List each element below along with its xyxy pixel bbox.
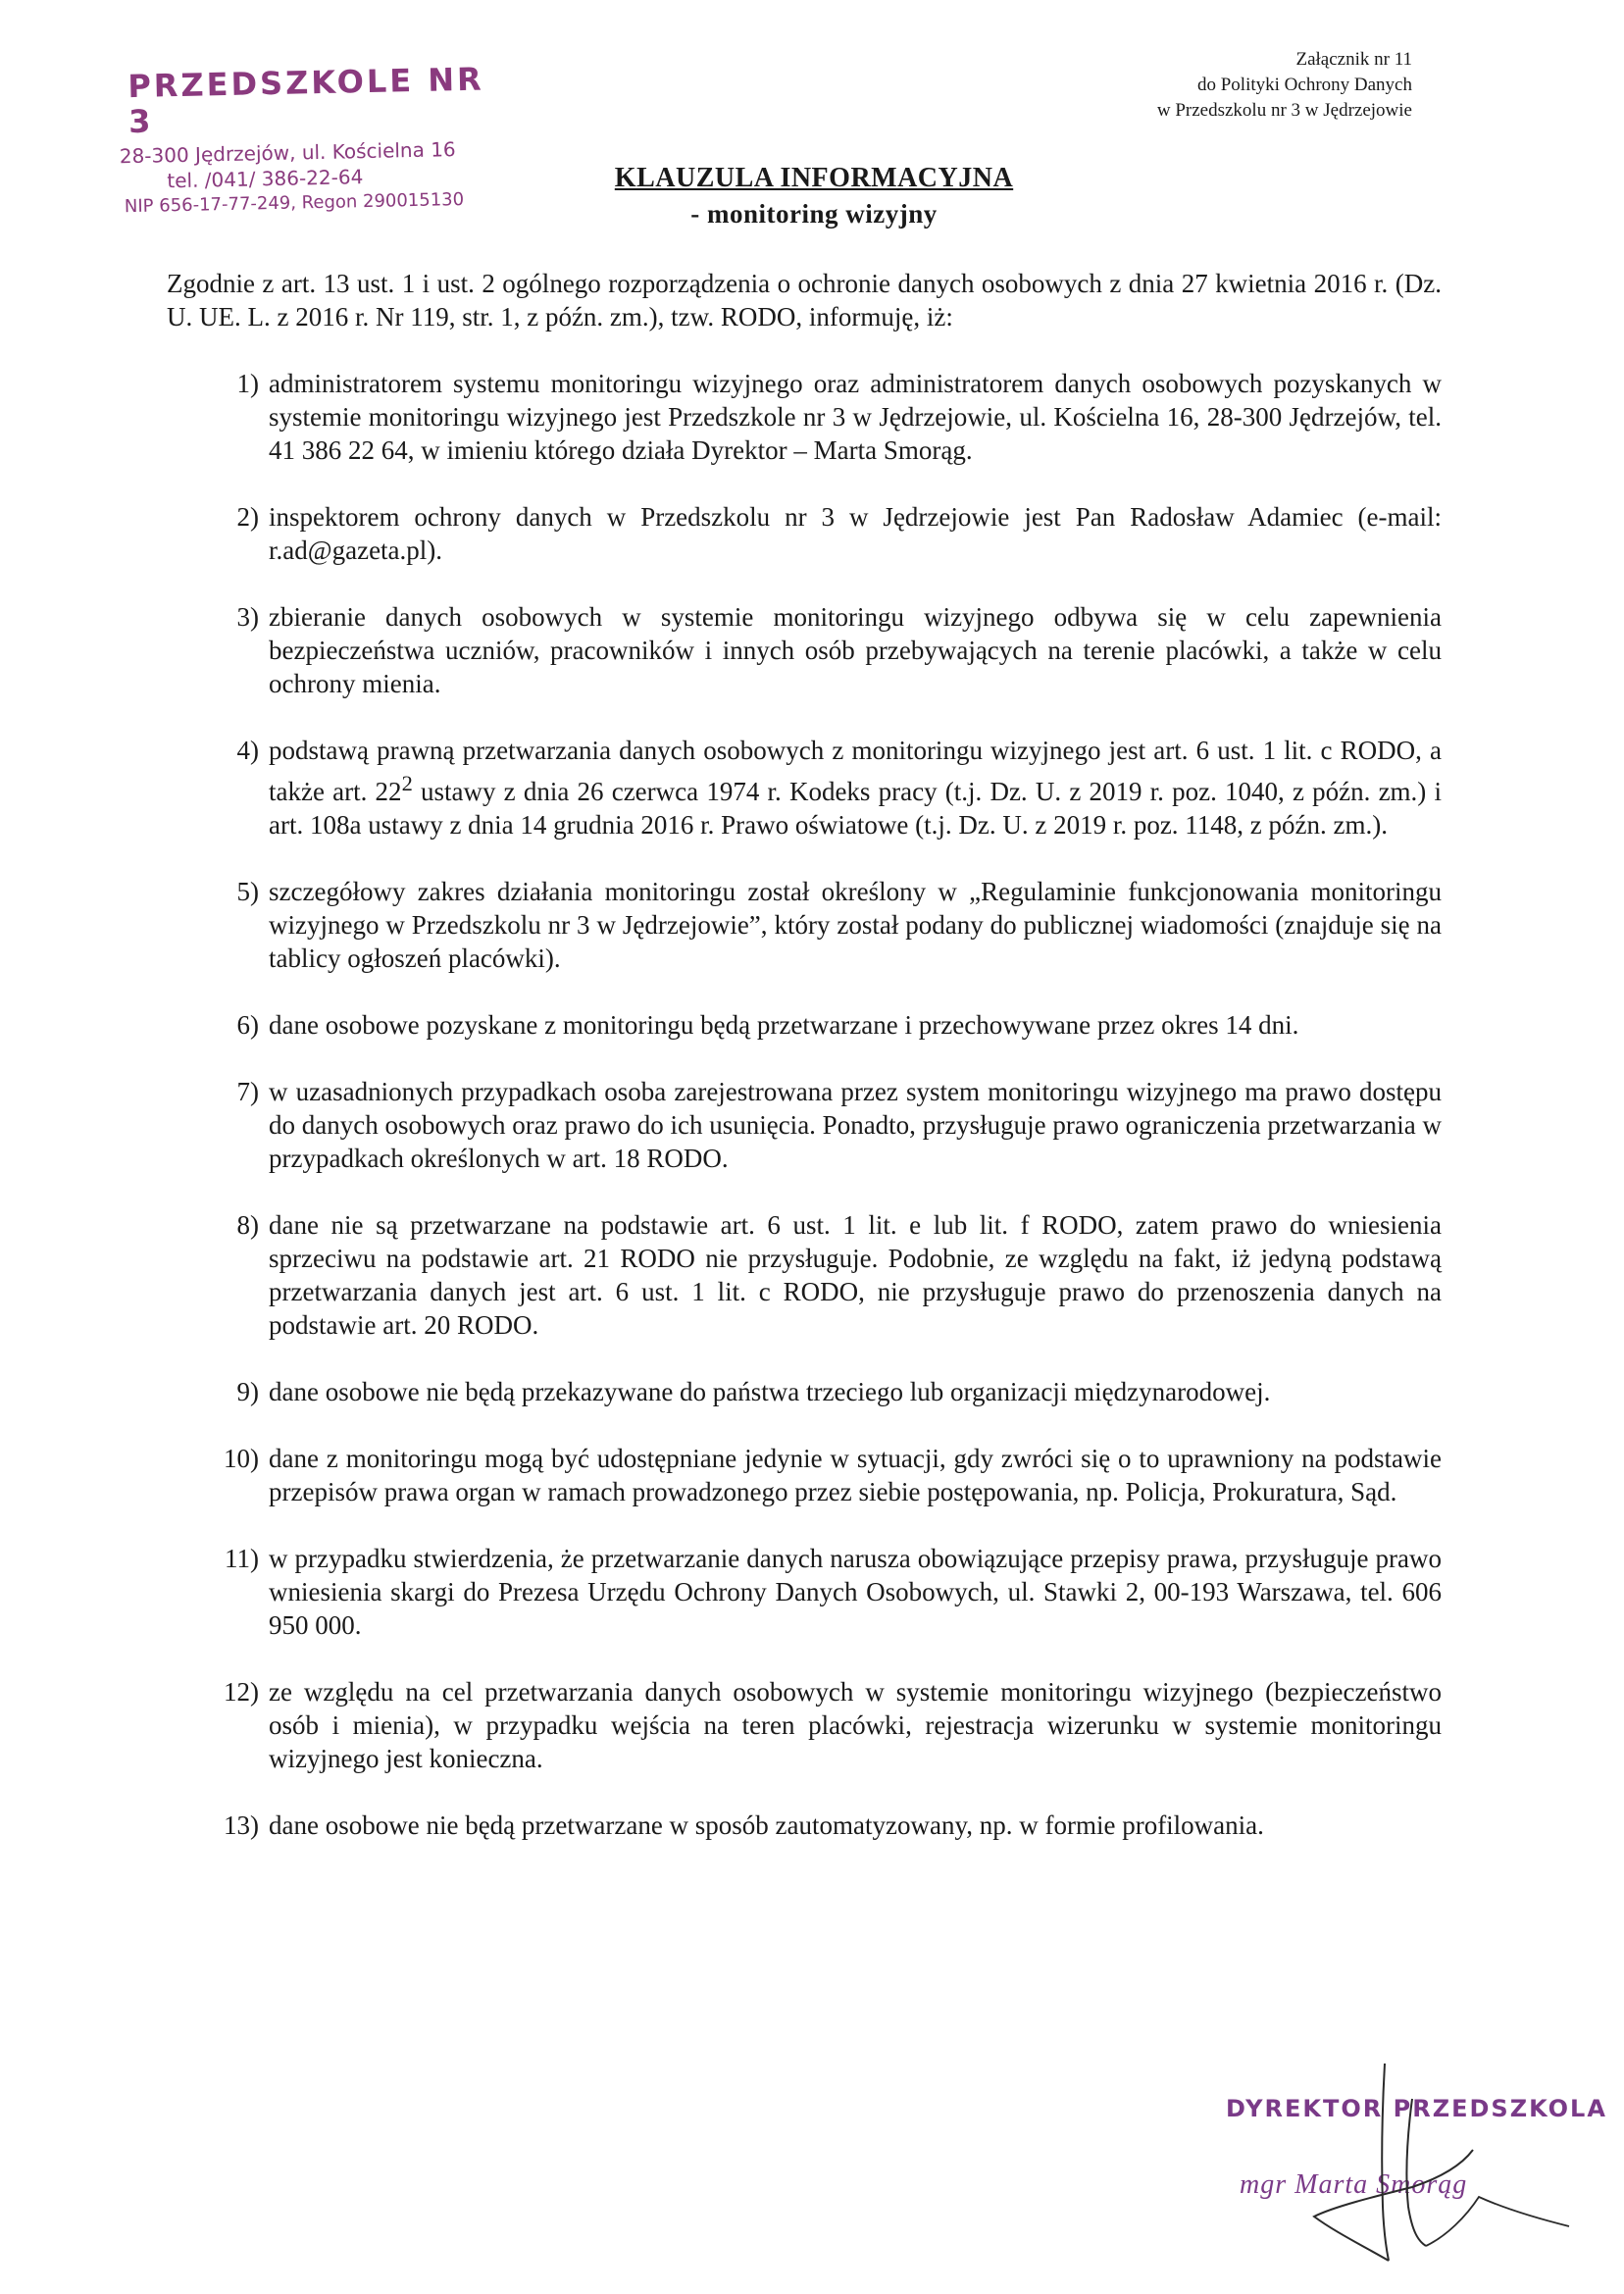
item-number: 7) xyxy=(236,1077,259,1106)
document-title: KLAUZULA INFORMACYJNA xyxy=(614,163,1014,193)
list-item xyxy=(167,734,1442,841)
list-item xyxy=(167,1809,1442,1842)
attachment-line-3: w Przedszkolu nr 3 w Jędrzejowie xyxy=(1156,100,1412,121)
list-item xyxy=(167,1008,1442,1042)
list-item xyxy=(167,1375,1442,1408)
item-number: 11) xyxy=(225,1544,259,1573)
superscript: 2 xyxy=(401,771,413,795)
item-text: dane nie są przetwarzane na podstawie art. 6 ust. 1 lit. e lub lit. f RODO, zatem prawo do wniesienia sprzeciwu na podstawie art. 21 RODO nie przysługuje. Podobnie, ze względu na fakt, iż jedyną podstawą przetwarzania danych jest art. 6 ust. 1 lit. c RODO, nie przysługuje prawo do przenoszenia danych na podstawie art. 20 RODO. xyxy=(269,1210,1442,1340)
list-item xyxy=(167,1442,1442,1508)
item-text: w przypadku stwierdzenia, że przetwarzanie danych narusza obowiązujące przepisy prawa, przysługuje prawo wniesienia skargi do Prezesa Urzędu Ochrony Danych Osobowych, ul. Stawki 2, 00-193 Warszawa, tel. 606 950 000. xyxy=(269,1544,1442,1640)
item-number: 10) xyxy=(224,1444,259,1473)
item-text: administratorem systemu monitoringu wizyjnego oraz administratorem danych osobowych pozyskanych w systemie monitoringu wizyjnego jest Przedszkole nr 3 w Jędrzejowie, ul. Kościelna 16, 28-300 Jędrzejów, tel. 41 386 22 64, w imieniu którego działa Dyrektor – Marta Smorąg. xyxy=(269,369,1442,465)
signature-name: mgr Marta Smorąg xyxy=(1240,2169,1468,2200)
stamp-ids: NIP 656-17-77-249, Regon 290015130 xyxy=(124,188,465,218)
attachment-line-1: Załącznik nr 11 xyxy=(1295,49,1412,70)
item-text xyxy=(269,734,1442,841)
item-text-part: ustawy z dnia 26 czerwca 1974 r. Kodeks pracy (t.j. Dz. U. z 2019 r. poz. 1040, z późn. zm.) i art. 108a ustawy z dnia 14 grudnia 2016 r. Prawo oświatowe (t.j. Dz. U. z 2019 r. poz. 1148, z późn. zm.). xyxy=(269,777,1442,840)
item-text-part: podstawą prawną przetwarzania danych osobowych z monitoringu wizyjnego jest art. 6 ust. 1 lit. c RODO, a także art. 22 xyxy=(269,736,1442,806)
item-text: dane osobowe nie będą przekazywane do państwa trzeciego lub organizacji międzynarodowej. xyxy=(269,1377,1271,1406)
list-item xyxy=(167,875,1442,975)
item-text: szczegółowy zakres działania monitoringu został określony w „Regulaminie funkcjonowania monitoringu wizyjnego w Przedszkolu nr 3 w Jędrzejowie”, który został podany do publicznej wiadomości (znajduje się na tablicy ogłoszeń placówki). xyxy=(269,877,1442,973)
list-item xyxy=(167,600,1442,700)
intro-paragraph: Zgodnie z art. 13 ust. 1 i ust. 2 ogólnego rozporządzenia o ochronie danych osobowych z dnia 27 kwietnia 2016 r. (Dz. U. UE. L. z 2016 r. Nr 119, str. 1, z późn. zm.), tzw. RODO, informuję, iż: xyxy=(167,269,1442,331)
signature-block xyxy=(1216,2060,1607,2266)
item-number: 8) xyxy=(236,1210,259,1240)
item-text: dane z monitoringu mogą być udostępniane jedynie w sytuacji, gdy zwróci się o to uprawniony na podstawie przepisów prawa organ w ramach prowadzonego przez siebie postępowania, np. Policja, Prokuratura, Sąd. xyxy=(269,1444,1442,1506)
item-text: zbieranie danych osobowych w systemie monitoringu wizyjnego odbywa się w celu zapewnienia bezpieczeństwa uczniów, pracowników i innych osób przebywających na terenie placówki, a także w celu ochrony mienia. xyxy=(269,602,1442,698)
list-item xyxy=(167,1542,1442,1642)
item-number: 6) xyxy=(236,1010,259,1040)
item-number: 1) xyxy=(236,369,259,398)
list-item xyxy=(167,500,1442,567)
list-item xyxy=(167,1208,1442,1342)
list-item xyxy=(167,367,1442,467)
item-number: 12) xyxy=(224,1677,259,1707)
item-number: 5) xyxy=(236,877,259,906)
stamp-name: PRZEDSZKOLE NR 3 xyxy=(127,60,485,141)
stamp-address: 28-300 Jędrzejów, ul. Kościelna 16 xyxy=(119,137,456,169)
list-item xyxy=(167,1675,1442,1775)
clause-list xyxy=(167,367,1442,1842)
stamp-phone: tel. /041/ 386-22-64 xyxy=(167,165,364,193)
attachment-line-2: do Polityki Ochrony Danych xyxy=(1196,75,1412,95)
item-number: 2) xyxy=(236,502,259,532)
item-text: w uzasadnionych przypadkach osoba zarejestrowana przez system monitoringu wizyjnego ma prawo dostępu do danych osobowych oraz prawo do ich usunięcia. Ponadto, przysługuje prawo ograniczenia przetwarzania w przypadkach określonych w art. 18 RODO. xyxy=(269,1077,1442,1173)
item-number: 4) xyxy=(236,736,259,765)
item-text: ze względu na cel przetwarzania danych osobowych w systemie monitoringu wizyjnego (bezpieczeństwo osób i mienia), w przypadku wejścia na teren placówki, rejestracja wizerunku w systemie monitoringu wizyjnego jest konieczna. xyxy=(269,1677,1442,1773)
item-text: dane osobowe nie będą przetwarzane w sposób zautomatyzowany, np. w formie profilowania. xyxy=(269,1810,1264,1840)
list-item xyxy=(167,1075,1442,1175)
item-number: 3) xyxy=(236,602,259,632)
document-subtitle: - monitoring wizyjny xyxy=(690,199,938,229)
attachment-note xyxy=(1059,47,1412,124)
title-block xyxy=(490,161,1138,231)
institution-stamp xyxy=(39,61,493,222)
item-text: dane osobowe pozyskane z monitoringu będą przetwarzane i przechowywane przez okres 14 dni. xyxy=(269,1010,1299,1040)
signature-title: DYREKTOR PRZEDSZKOLA xyxy=(1226,2095,1607,2122)
item-number: 9) xyxy=(236,1377,259,1406)
item-text: inspektorem ochrony danych w Przedszkolu nr 3 w Jędrzejowie jest Pan Radosław Adamiec (e-mail: r.ad@gazeta.pl). xyxy=(269,502,1442,565)
item-number: 13) xyxy=(224,1810,259,1840)
handwritten-signature xyxy=(1216,2060,1589,2266)
